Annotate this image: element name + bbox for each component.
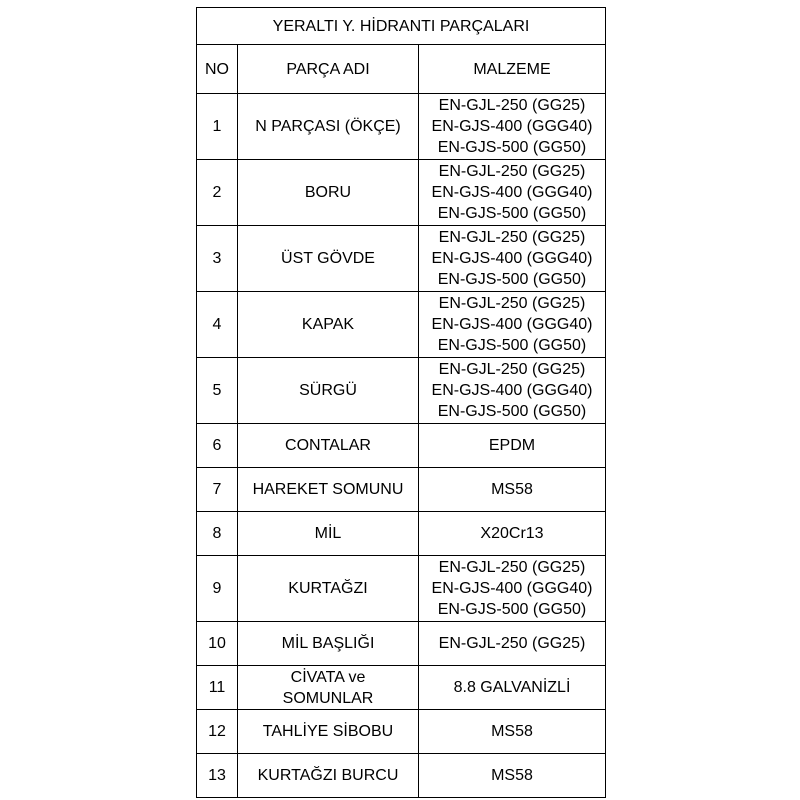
material-line: X20Cr13 — [480, 525, 544, 542]
header-material: MALZEME — [419, 45, 606, 94]
material-line: EN-GJS-400 (GGG40) — [431, 118, 593, 135]
row-part-name — [238, 666, 419, 710]
row-part-name: KURTAĞZI BURCU — [238, 754, 419, 798]
row-no: 10 — [197, 622, 238, 666]
row-material — [419, 666, 606, 710]
material-line: EN-GJS-400 (GGG40) — [431, 184, 593, 201]
table-row — [197, 666, 606, 710]
row-no: 6 — [197, 424, 238, 468]
material-line: EN-GJL-250 (GG25) — [438, 559, 586, 576]
table-row — [197, 226, 606, 292]
row-no: 7 — [197, 468, 238, 512]
table-row — [197, 556, 606, 622]
row-part-name: KAPAK — [238, 292, 419, 358]
row-material — [419, 556, 606, 622]
row-material — [419, 94, 606, 160]
row-material — [419, 358, 606, 424]
material-line: EN-GJS-500 (GG50) — [437, 403, 587, 420]
row-no: 2 — [197, 160, 238, 226]
material-line: EN-GJS-500 (GG50) — [437, 139, 587, 156]
row-part-name: N PARÇASI (ÖKÇE) — [238, 94, 419, 160]
table-title-row — [197, 8, 606, 45]
row-no: 1 — [197, 94, 238, 160]
row-material — [419, 292, 606, 358]
row-part-name: SÜRGÜ — [238, 358, 419, 424]
header-no: NO — [197, 45, 238, 94]
row-no: 9 — [197, 556, 238, 622]
material-line: EN-GJL-250 (GG25) — [438, 361, 586, 378]
material-line: EN-GJS-400 (GGG40) — [431, 580, 593, 597]
material-line: EN-GJS-500 (GG50) — [437, 271, 587, 288]
material-line: MS58 — [491, 767, 533, 784]
material-line: MS58 — [491, 481, 533, 498]
row-no: 13 — [197, 754, 238, 798]
row-material — [419, 710, 606, 754]
material-line: EN-GJL-250 (GG25) — [438, 163, 586, 180]
header-part-name: PARÇA ADI — [238, 45, 419, 94]
row-material — [419, 226, 606, 292]
part-name-line: SOMUNLAR — [282, 689, 374, 707]
row-material — [419, 424, 606, 468]
row-part-name: HAREKET SOMUNU — [238, 468, 419, 512]
table-row — [197, 622, 606, 666]
table-row — [197, 292, 606, 358]
table-row — [197, 468, 606, 512]
material-line: 8.8 GALVANİZLİ — [453, 679, 571, 696]
row-no: 11 — [197, 666, 238, 710]
material-line: EN-GJL-250 (GG25) — [438, 635, 586, 652]
row-no: 3 — [197, 226, 238, 292]
part-name-line: CİVATA ve — [290, 668, 366, 686]
parts-table — [196, 7, 606, 798]
table-row — [197, 754, 606, 798]
material-line: EN-GJS-400 (GGG40) — [431, 250, 593, 267]
table-title: YERALTI Y. HİDRANTI PARÇALARI — [197, 8, 606, 45]
table-row — [197, 358, 606, 424]
table-row — [197, 424, 606, 468]
table-row — [197, 94, 606, 160]
table-row — [197, 512, 606, 556]
row-no: 12 — [197, 710, 238, 754]
material-line: EN-GJS-400 (GGG40) — [431, 382, 593, 399]
table-header-row — [197, 45, 606, 94]
table-row — [197, 160, 606, 226]
row-part-name: TAHLİYE SİBOBU — [238, 710, 419, 754]
row-part-name: BORU — [238, 160, 419, 226]
row-part-name: KURTAĞZI — [238, 556, 419, 622]
row-part-name: MİL — [238, 512, 419, 556]
row-material — [419, 160, 606, 226]
row-material — [419, 754, 606, 798]
row-material — [419, 468, 606, 512]
row-no: 4 — [197, 292, 238, 358]
material-line: EN-GJL-250 (GG25) — [438, 97, 586, 114]
material-line: EN-GJS-500 (GG50) — [437, 601, 587, 618]
row-material — [419, 622, 606, 666]
row-part-name: CONTALAR — [238, 424, 419, 468]
material-line: EN-GJL-250 (GG25) — [438, 229, 586, 246]
row-part-name: ÜST GÖVDE — [238, 226, 419, 292]
table-row — [197, 710, 606, 754]
material-line: EN-GJS-400 (GGG40) — [431, 316, 593, 333]
material-line: EN-GJS-500 (GG50) — [437, 205, 587, 222]
material-line: MS58 — [491, 723, 533, 740]
material-line: EPDM — [488, 437, 536, 454]
row-no: 8 — [197, 512, 238, 556]
row-no: 5 — [197, 358, 238, 424]
material-line: EN-GJL-250 (GG25) — [438, 295, 586, 312]
row-material — [419, 512, 606, 556]
row-part-name: MİL BAŞLIĞI — [238, 622, 419, 666]
material-line: EN-GJS-500 (GG50) — [437, 337, 587, 354]
